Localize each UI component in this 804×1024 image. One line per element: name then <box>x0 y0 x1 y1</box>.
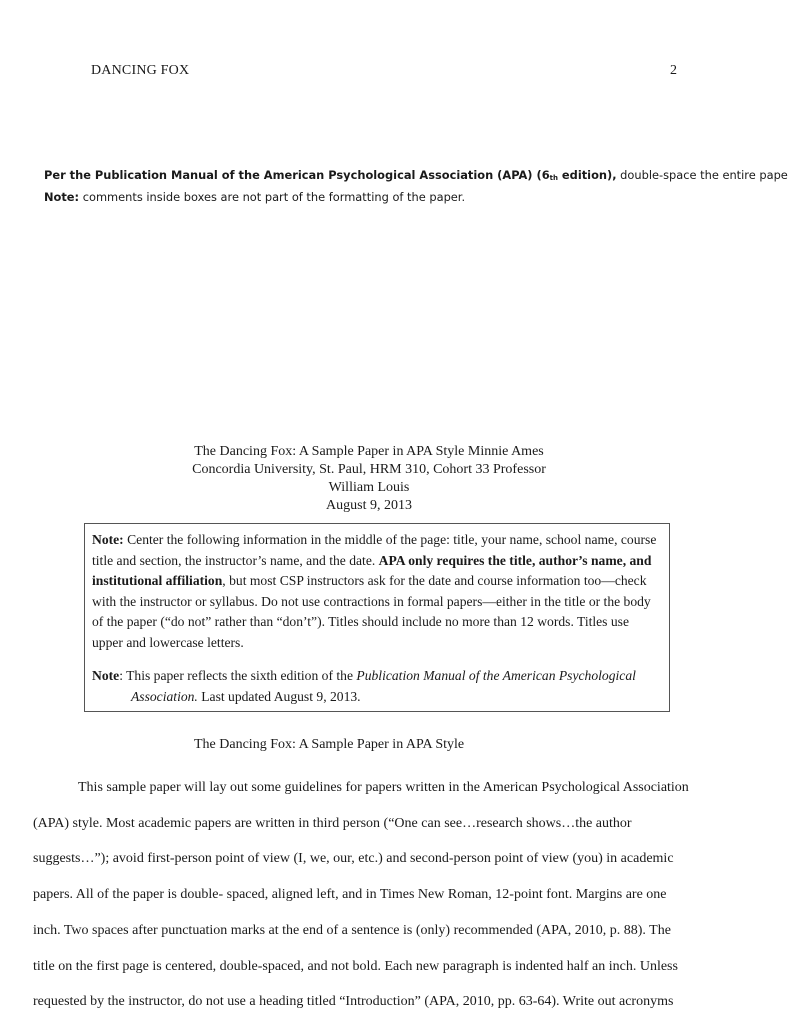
note-paragraph-2 <box>92 666 662 707</box>
note-paragraph-1 <box>92 530 662 653</box>
instructions-line-1 <box>44 166 804 188</box>
instructions-note-label: Note: <box>44 190 80 204</box>
note-label-2: Note <box>92 668 120 683</box>
note-text-a: Center the following information in the middle of the page: title, your name, school name, course title and section, the instructor’s name, and the date. <box>92 532 657 568</box>
note-2-text-a: : This paper reflects the sixth edition of the <box>119 668 357 683</box>
body-line: requested by the instructor, do not use a heading titled “Introduction” (APA, 2010, pp. 63-64). Write out acronyms <box>33 994 674 1010</box>
formatting-instructions <box>44 166 804 207</box>
body-title: The Dancing Fox: A Sample Paper in APA Style <box>194 737 465 752</box>
body-line: papers. All of the paper is double- spaced, aligned left, and in Times New Roman, 12-point font. Margins are one <box>33 887 667 903</box>
instructions-note-text: comments inside boxes are not part of the formatting of the paper. <box>79 190 466 204</box>
instructions-text: double-space the entire pape <box>616 168 788 182</box>
title-line-2: Concordia University, St. Paul, HRM 310, Cohort 33 Professor <box>192 462 546 477</box>
note-bold-text: APA only requires the title, author’s name, and institutional affiliation <box>92 552 652 588</box>
note-label: Note: <box>92 532 124 547</box>
page-number: 2 <box>670 63 677 78</box>
title-line-4: August 9, 2013 <box>326 498 412 513</box>
body-line: This sample paper will lay out some guidelines for papers written in the American Psychological Association <box>78 780 689 795</box>
instructions-bold-text: Per the Publication Manual of the American Psychological Association (APA) (6 <box>44 168 550 182</box>
body-line: (APA) style. Most academic papers are written in third person (“One can see…research shows…the author <box>33 815 632 831</box>
body-line: title on the first page is centered, double-spaced, and not bold. Each new paragraph is indented half an inch. Unless <box>33 958 678 974</box>
title-line-1: The Dancing Fox: A Sample Paper in APA Style Minnie Ames <box>194 444 544 459</box>
note-text-b: , but most CSP instructors ask for the date and course information too—check with the instructor or syllabus. Do not use contractions in formal papers—either in the title or the body of the paper (“do not” rather than “don’t”). Titles should include no more than 12 words. Titles use upper and lowercase letters. <box>92 573 651 650</box>
title-line-3: William Louis <box>328 480 410 495</box>
title-page-block <box>0 443 738 515</box>
instructions-line-2 <box>44 188 804 207</box>
body-line: inch. Two spaces after punctuation marks at the end of a sentence is (only) recommended (APA, 2010, p. 88). The <box>33 922 671 938</box>
note-box <box>84 523 670 712</box>
body-line: suggests…”); avoid first-person point of view (I, we, our, etc.) and second-person point of view (you) in academic <box>33 851 674 867</box>
instructions-bold-end: edition), <box>557 168 617 182</box>
edition-superscript: th <box>549 174 558 182</box>
note-2-text-b: Last updated August 9, 2013. <box>197 688 361 704</box>
note-2-italic: Publication Manual of the American Psychological Association. <box>131 668 636 704</box>
body-paragraph <box>33 770 773 1020</box>
running-head: DANCING FOX <box>91 63 190 78</box>
